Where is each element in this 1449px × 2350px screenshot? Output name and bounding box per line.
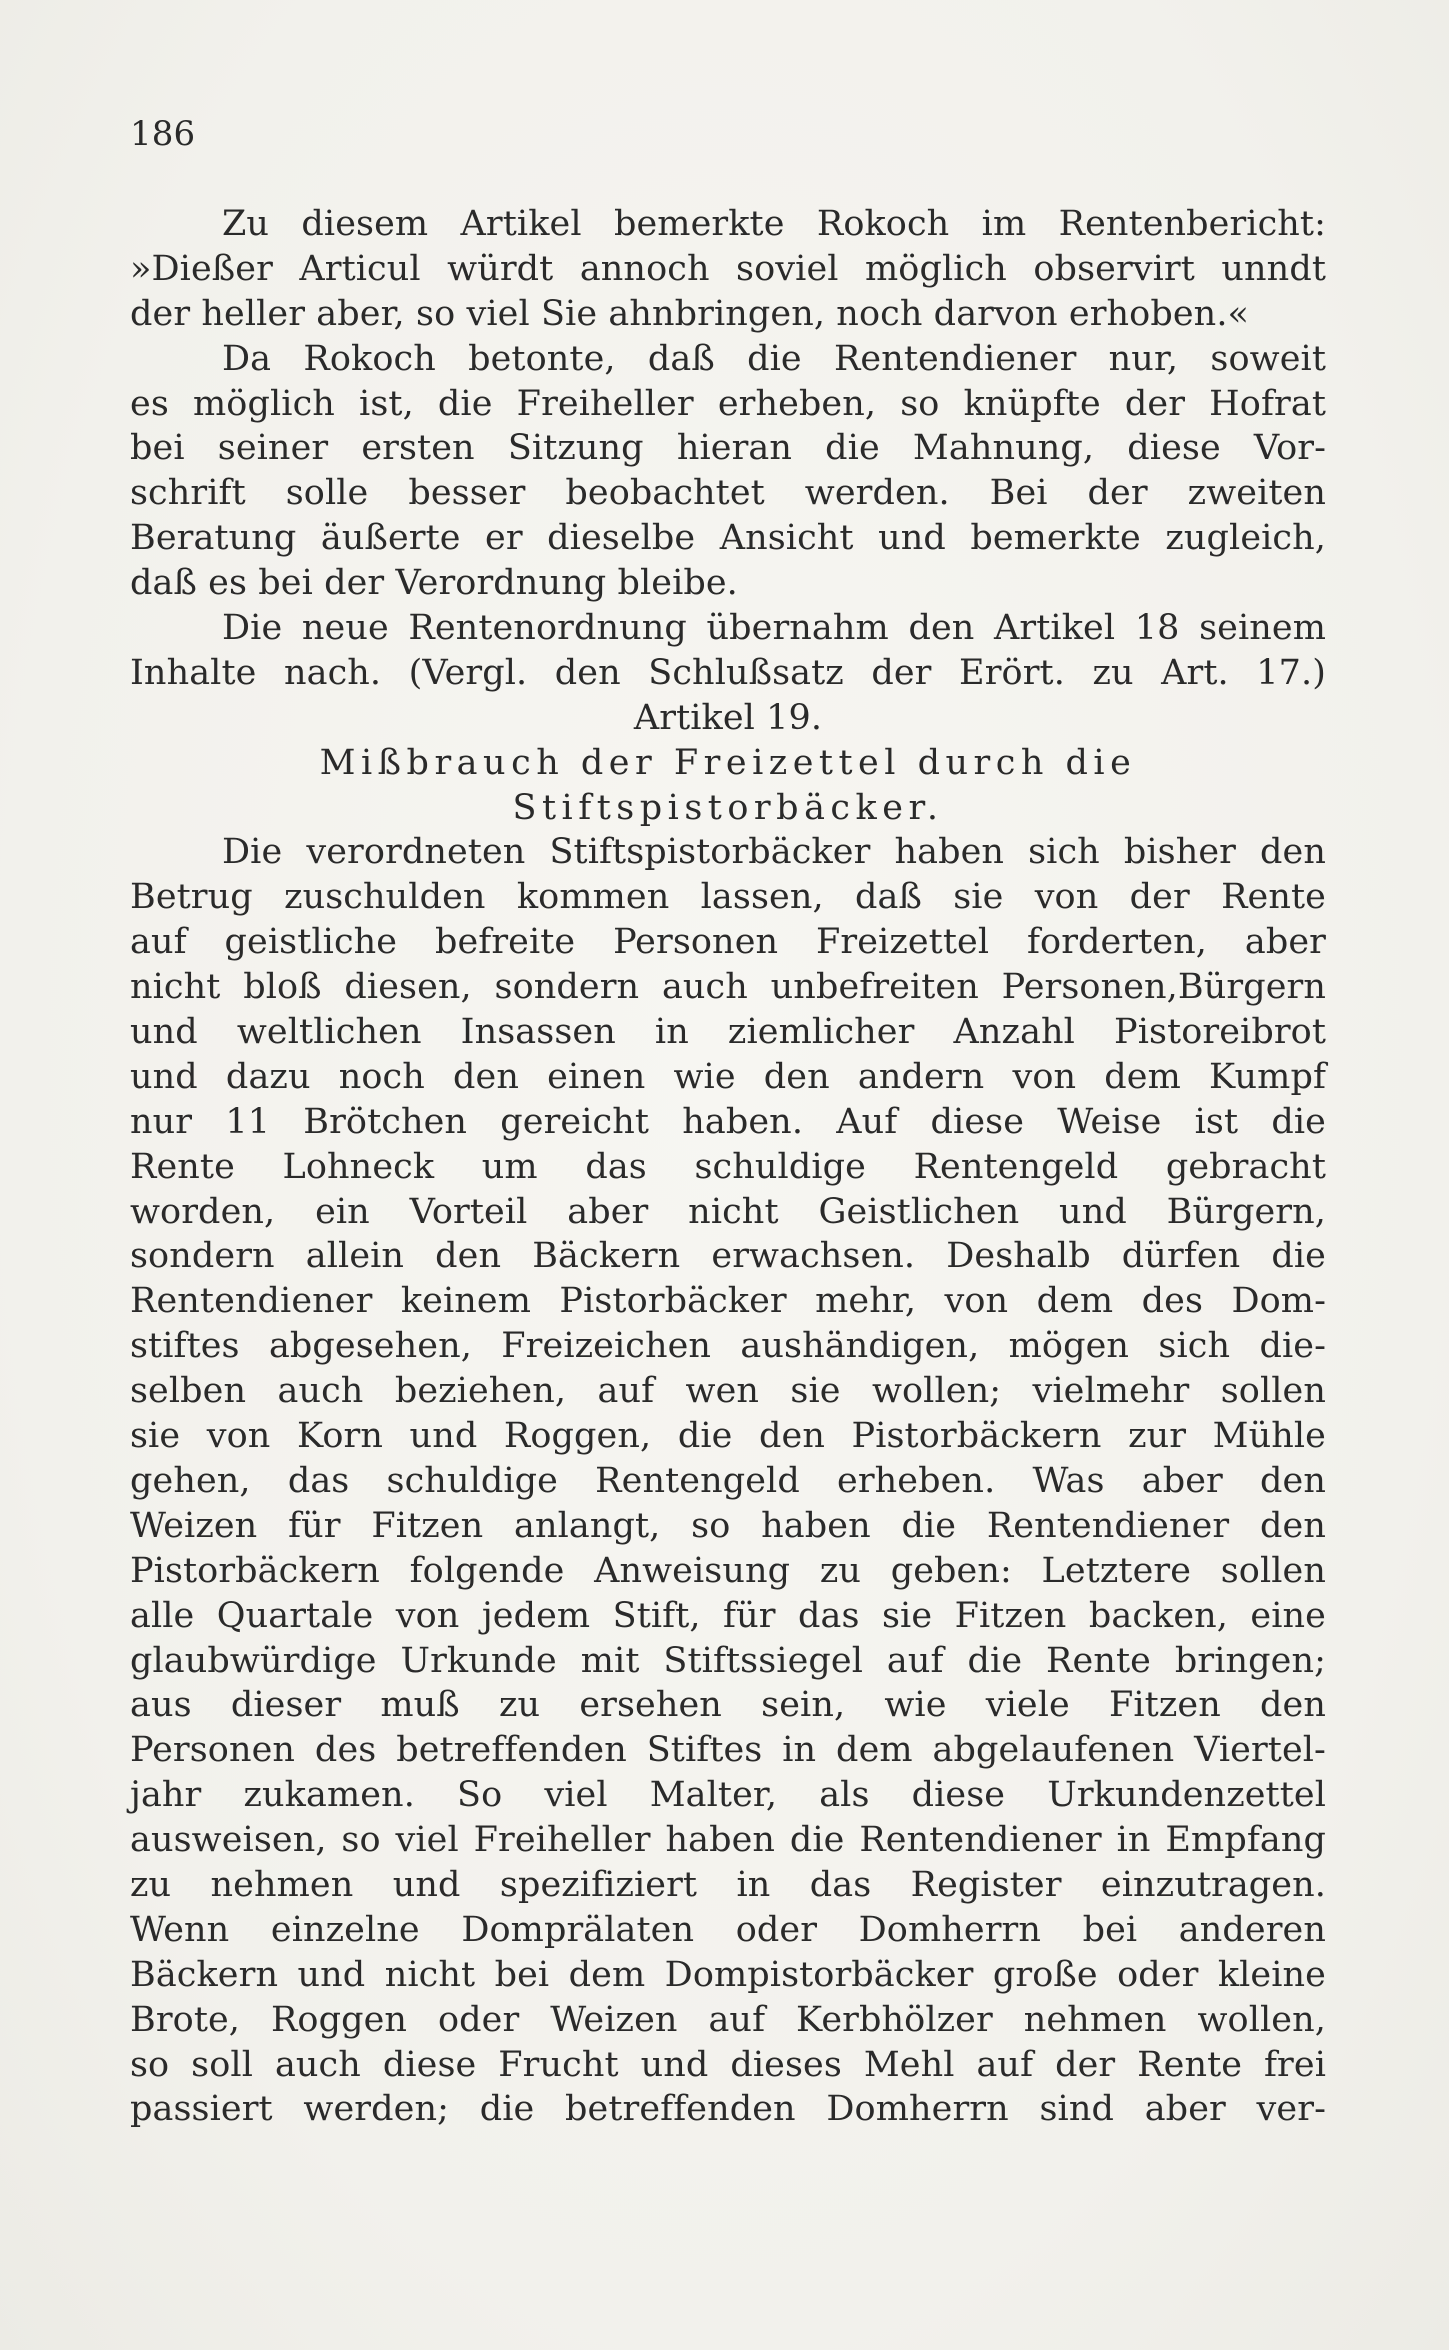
text-line: schrift solle besser beobachtet werden. Bei der zweiten [130,473,1326,514]
text-line: der heller aber, so viel Sie ahnbringen, noch darvon erhoben.« [130,293,1250,334]
article-title: Mißbrauch der Freizettel durch die [319,742,1137,783]
text-line: es möglich ist, die Freiheller erheben, so knüpfte der Hofrat [130,383,1326,424]
text-line: sie von Korn und Roggen, die den Pistorbäckern zur Mühle [130,1416,1326,1457]
text-line: Betrug zuschulden kommen lassen, daß sie von der Rente [130,877,1326,918]
text-line: Personen des betreffenden Stiftes in dem abgelaufenen Viertel- [130,1730,1326,1771]
text-line: Zu diesem Artikel bemerkte Rokoch im Rentenbericht: [222,204,1326,244]
text-line: Die neue Rentenordnung übernahm den Artikel 18 seinem [222,608,1326,649]
text-line: gehen, das schuldige Rentengeld erheben. Was aber den [130,1460,1326,1501]
text-line: jahr zukamen. So viel Malter, als diese Urkundenzettel [130,1775,1326,1816]
text-line: Brote, Roggen oder Weizen auf Kerbhölzer nehmen wollen, [130,1999,1326,2040]
text-block [130,112,1326,2132]
text-line: bei seiner ersten Sitzung hieran die Mahnung, diese Vor- [130,428,1326,469]
article-title: Stiftspistorbäcker. [512,787,944,828]
text-line: und weltlichen Insassen in ziemlicher Anzahl Pistoreibrot [130,1012,1326,1053]
text-line: Da Rokoch betonte, daß die Rentendiener nur, soweit [222,338,1326,379]
text-line: so soll auch diese Frucht und dieses Mehl auf der Rente frei [130,2044,1326,2085]
text-line: Weizen für Fitzen anlangt, so haben die Rentendiener den [130,1505,1326,1546]
text-line: sondern allein den Bäckern erwachsen. Deshalb dürfen die [130,1236,1326,1277]
page-number: 186 [130,114,196,154]
text-line: Pistorbäckern folgende Anweisung zu geben: Letztere sollen [130,1550,1326,1591]
text-line: stiftes abgesehen, Freizeichen aushändigen, mögen sich die- [130,1326,1326,1367]
text-line: Rente Lohneck um das schuldige Rentengeld gebracht [130,1146,1326,1187]
text-line: Bäckern und nicht bei dem Dompistorbäcker große oder kleine [130,1954,1326,1995]
text-line: Die verordneten Stiftspistorbäcker haben sich bisher den [222,832,1326,873]
text-line: zu nehmen und spezifiziert in das Register einzutragen. [130,1864,1326,1905]
text-line: glaubwürdige Urkunde mit Stiftssiegel auf die Rente bringen; [130,1640,1326,1681]
text-line: worden, ein Vorteil aber nicht Geistlichen und Bürgern, [130,1191,1326,1232]
text-line: und dazu noch den einen wie den andern von dem Kumpf [130,1056,1326,1097]
text-line: Wenn einzelne Domprälaten oder Domherrn bei anderen [130,1909,1326,1950]
text-line: daß es bei der Verordnung bleibe. [130,563,738,604]
text-line: Inhalte nach. (Vergl. den Schlußsatz der Erört. zu Art. 17.) [130,652,1326,693]
text-line: alle Quartale von jedem Stift, für das sie Fitzen backen, eine [130,1595,1326,1636]
text-line: »Dießer Articul würdt annoch soviel möglich observirt unndt [130,248,1326,289]
text-line: ausweisen, so viel Freiheller haben die Rentendiener in Empfang [130,1820,1326,1861]
text-line: selben auch beziehen, auf wen sie wollen; vielmehr sollen [130,1371,1326,1412]
text-line: aus dieser muß zu ersehen sein, wie viele Fitzen den [130,1685,1326,1726]
text-line: nur 11 Brötchen gereicht haben. Auf diese Weise ist die [130,1101,1326,1142]
text-line: Beratung äußerte er dieselbe Ansicht und bemerkte zugleich, [130,518,1326,559]
text-line: Rentendiener keinem Pistorbäcker mehr, von dem des Dom- [130,1281,1326,1322]
article-heading: Artikel 19. [633,697,823,738]
text-line: auf geistliche befreite Personen Freizettel forderten, aber [130,922,1326,963]
text-line: nicht bloß diesen, sondern auch unbefreiten Personen,Bürgern [130,967,1326,1008]
text-line: passiert werden; die betreffenden Domherrn sind aber ver- [130,2089,1326,2130]
